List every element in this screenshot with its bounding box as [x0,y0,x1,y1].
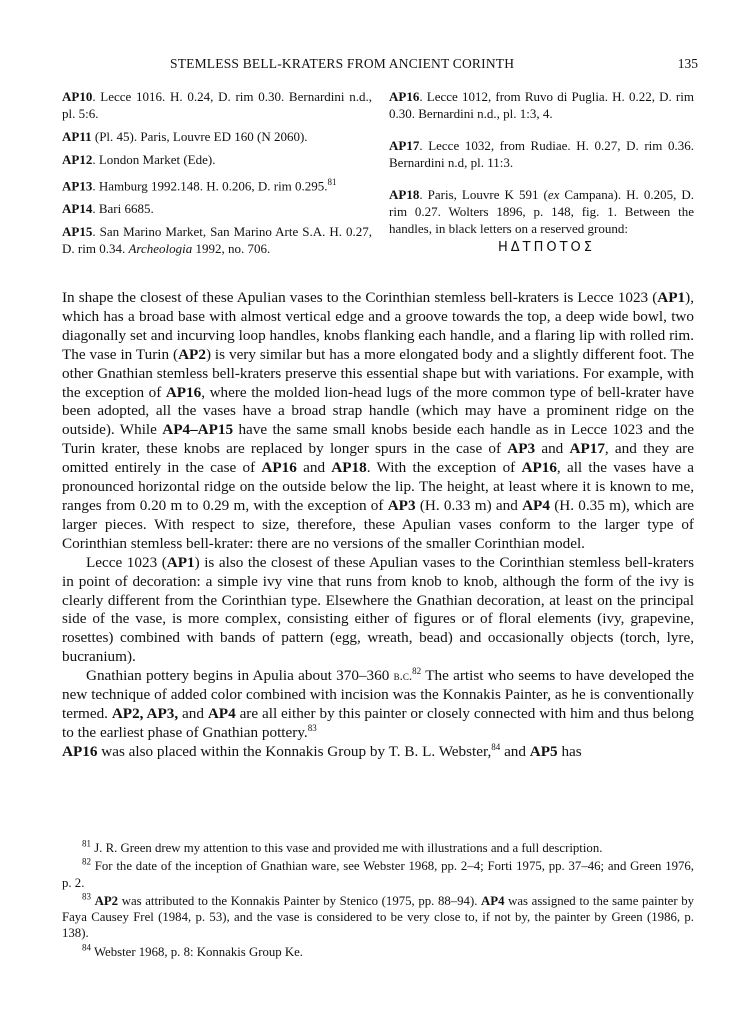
running-title: STEMLESS BELL-KRATERS FROM ANCIENT CORINTH [170,56,515,71]
entry-text: . Lecce 1012, from Ruvo di Puglia. H. 0.22, D. rim 0.30. Bernardini n.d., pl. 1:3, 4. [389,89,694,121]
inscription: ΗΔΤΠΟΤΟΣ [497,240,595,255]
entry-text: . Bari 6685. [92,201,154,217]
catalogue-entry [62,151,372,168]
entry-text: (Pl. 45). Paris, Louvre ED 160 (N 2060). [91,129,308,144]
entry-italic: Archeologia [128,241,193,257]
page-number: 135 [677,56,698,71]
entry-id: AP16 [389,89,420,104]
paragraph-3: Gnathian pottery begins in Apulia about 370–360 b.c.$^{82}$ The artist who seems to have developed the new technique of added color combined with incision was the Konnakis Painter, as he is conventionally termed. AP2, AP3, and AP4 are all either by this painter or closely connected with him and thus belong to the earliest phase of Gnathian pottery.$^{83}$ AP16 was also placed within the Konnakis Group by T. B. L. Webster,$^{84}$ and AP5 has [62,666,694,760]
entry-id: AP14 [62,201,93,217]
catalogue-column-left [62,88,372,263]
entry-text: . San Marino Market, San Marino Arte S.A. H. 0.27, D. rim 0.34. [62,224,372,257]
entry-text: . Lecce 1016. H. 0.24, D. rim 0.30. Bernardini n.d., pl. 5:6. [62,89,372,121]
footnote-ref: 81 [327,177,337,187]
paragraph-1: In shape the closest of these Apulian vases to the Corinthian stemless bell-kraters is Lecce 1023 (AP1), which has a broad base with almost vertical edge and a groove towards the top, a deep wide bowl, two diagonally set and incurving loop handles, knobs flanking each handle, and a flaring lip with rolled rim. The vase in Turin (AP2) is very similar but has a more elongated body and a slightly different foot. The other Gnathian stemless bell-kraters preserve this essential shape but with variations. For example, with the exception of AP16, where the molded lion-head lugs of the more common type of bell-krater have been adopted, all the vases have a broad strap handle (which may have a prominent ridge on the outside). While AP4–AP15 have the same small knobs beside each handle as in Lecce 1023 and the Turin krater, these knobs are replaced by longer spurs in the case of AP3 and AP17, and they are omitted entirely in the case of AP16 and AP18. With the exception of AP16, all the vases have a pronounced horizontal ridge on the outside below the lip. The height, at least where it is known to me, ranges from 0.20 m to 0.29 m, with the exception of AP3 (H. 0.33 m) and AP4 (H. 0.35 m), which are larger pieces. With respect to size, therefore, these Apulian vases conform to the larger type of Corinthian stemless bell-krater: there are no versions of the smaller Corinthian model. [62,289,695,552]
entry-id: AP13 [62,178,93,194]
entry-id: AP17 [389,138,420,153]
footnote-82: $^{82}$ For the date of the inception of Gnathian ware, see Webster 1968, pp. 2–4; Forti 1975, pp. 37–46; and Green 1976, p. 2. [62,857,694,890]
catalogue-entry [62,128,372,145]
catalogue-entry [62,174,372,194]
catalogue-entry [389,88,694,122]
footnote-ref: 84 [491,741,501,752]
paragraph-2: Lecce 1023 (AP1) is also the closest of these Apulian vases to the Corinthian stemless bell-kraters in point of decoration: a simple ivy vine that runs from knob to knob, although the form of the ivy is clearly different from the Corinthian type. Elsewhere the Gnathian decoration, at least on the principal side of the vase, is more complex, consisting either of figures or of floral elements (ivy, grapevine, rosettes) combined with bands of pattern (egg, wreath, bead) and occasionally objects (torch, lyre, bucranium). [62,553,694,666]
catalogue-entry [389,186,694,237]
page [62,0,698,1024]
entry-text: . Hamburg 1992.148. H. 0.206, D. rim 0.295. [92,178,328,194]
catalogue-entry [62,200,372,217]
footnote-84: $^{84}$ Webster 1968, p. 8: Konnakis Group Ke. [82,942,303,959]
entry-text: . London Market (Ede). [92,152,216,167]
footnotes [62,840,694,962]
entry-italic: ex [547,187,560,202]
catalogue-column-right [389,88,694,256]
entry-id: AP10 [62,89,93,104]
footnote-ref: 82 [412,666,422,677]
entry-text: . Lecce 1032, from Rudiae. H. 0.27, D. rim 0.36. Bernardini n.d, pl. 11:3. [389,138,694,170]
footnote-81: $^{81}$ J. R. Green drew my attention to this vase and provided me with illustrations and a full description. [82,838,603,855]
footnote-ref: 83 [307,722,317,733]
catalogue-list [62,88,694,268]
entry-text-2: 1992, no. 706. [192,241,271,257]
catalogue-entry [389,137,694,171]
entry-text-2: Campana). H. 0.205, D. rim 0.27. Wolters 1896, p. 148, fig. 1. Between the handles, in black letters on a reserved ground: [389,187,694,236]
catalogue-entry [62,88,372,122]
entry-id: AP12 [62,152,93,167]
footnote-83: $^{83}$ AP2 was attributed to the Konnakis Painter by Stenico (1975, pp. 88–94). AP4 was assigned to the same painter by Faya Causey Frel (1984, p. 53), and the vase is considered to be very close to, if not by, the painter by Green (1986, p. 138). [62,891,695,941]
catalogue-entry [62,223,372,257]
running-header [62,56,698,76]
body-text [62,289,694,762]
entry-id: AP18 [389,187,420,202]
entry-id: AP15 [62,224,93,240]
entry-id: AP11 [62,129,92,144]
entry-text: . Paris, Louvre K 591 ( [419,187,548,202]
